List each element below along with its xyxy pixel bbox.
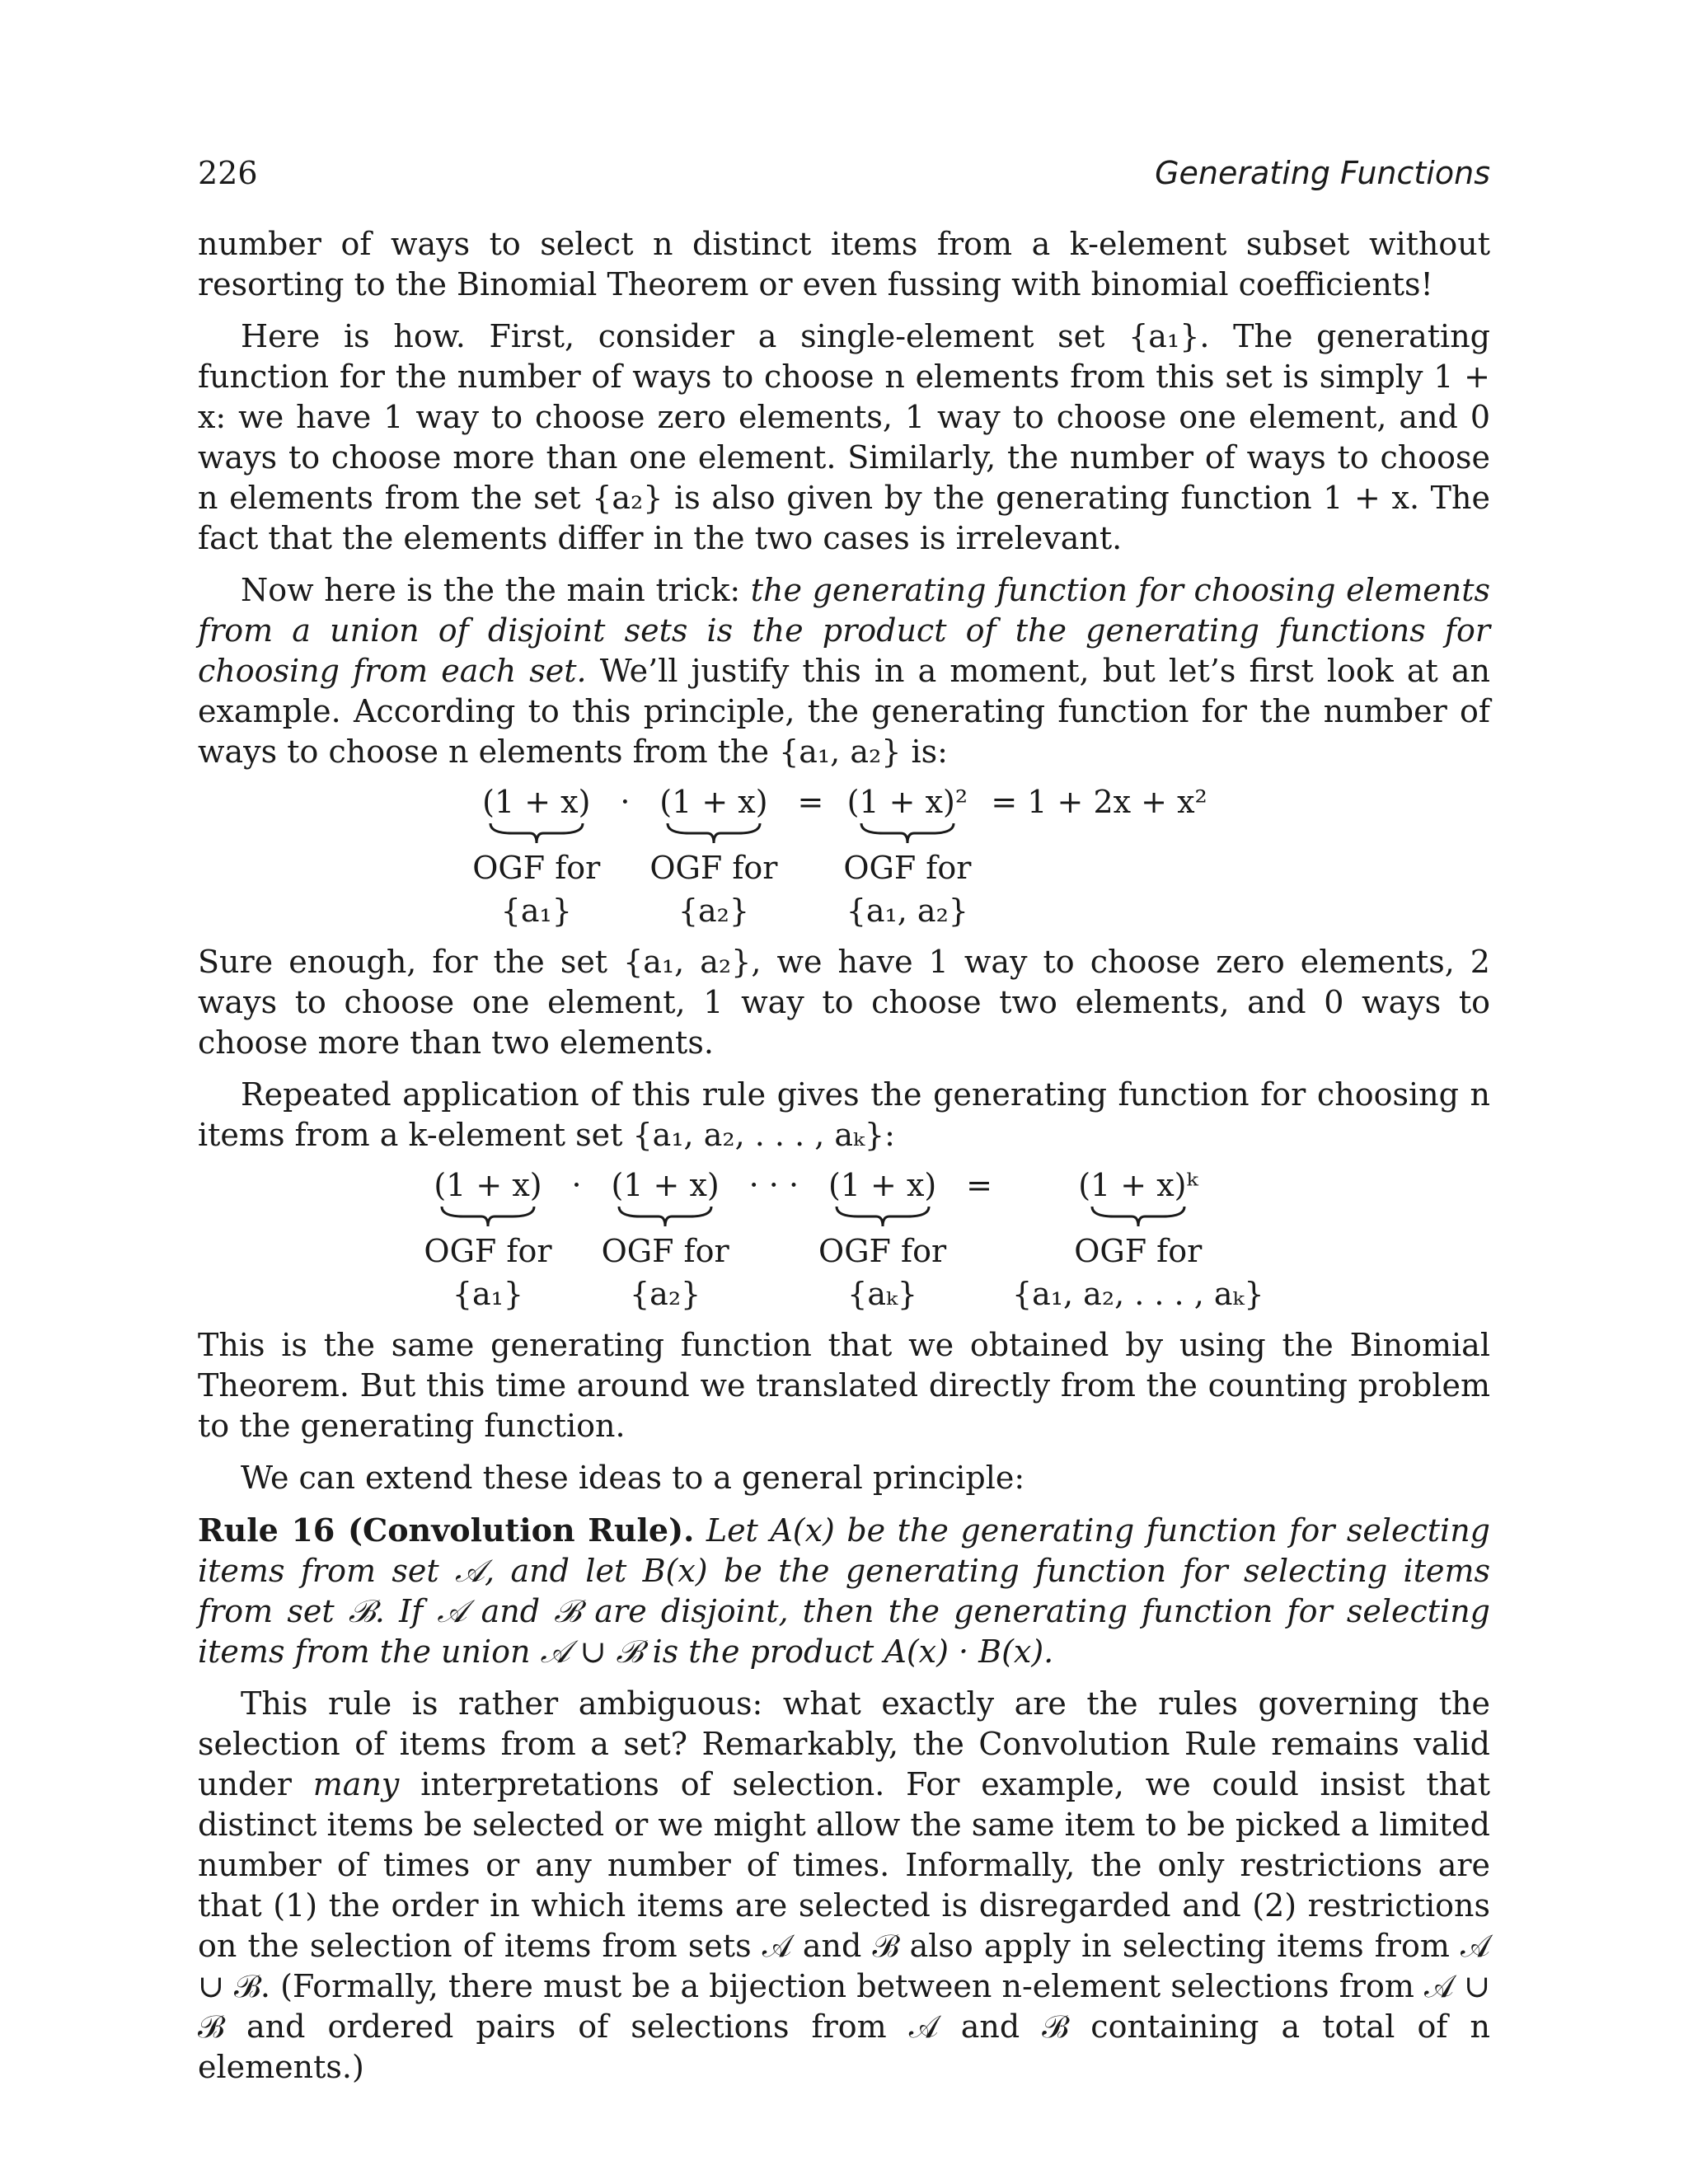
equation-two-sets — [198, 784, 1490, 930]
eq2-label-2: OGF for — [601, 1233, 729, 1269]
eq1-label-3: OGF for — [843, 850, 972, 886]
underbrace-icon — [438, 1205, 537, 1228]
eq2-term-4-expr: (1 + x)ᵏ — [1078, 1167, 1198, 1203]
paragraph-4: Sure enough, for the set {a₁, a₂}, we have 1 way to choose zero elements, 2 ways to choose one element, 1 way to choose two elements, and 0 ways to choose more than two elements. — [198, 944, 1490, 1061]
eq2-label-4: OGF for — [1074, 1233, 1203, 1269]
eq2-term-3 — [818, 1167, 946, 1314]
equation-k-sets — [198, 1167, 1490, 1314]
paragraph-7: We can extend these ideas to a general principle: — [241, 1460, 1025, 1496]
underbrace-icon — [664, 822, 763, 845]
eq2-term-4 — [1012, 1167, 1264, 1314]
paragraph-1: number of ways to select n distinct items from a k-element subset without resorting to the Binomial Theorem or even fussing with binomial coefficients! — [198, 226, 1490, 302]
paragraph-3-start: Now here is the the main trick: — [241, 572, 751, 608]
eq2-set-4: {a₁, a₂, . . . , aₖ} — [1011, 1276, 1264, 1312]
underbrace-icon — [858, 822, 957, 845]
eq1-tail: = 1 + 2x + x² — [991, 784, 1207, 820]
eq2-term-1 — [424, 1167, 551, 1314]
eq2-term-3-expr: (1 + x) — [828, 1167, 937, 1203]
paragraph-3-italic: the generating function for choosing elements from a union of disjoint sets is the product of the generating functions for choosing from each set. — [198, 572, 1490, 689]
eq1-term-1 — [472, 784, 600, 930]
eq1-term-3-expr: (1 + x)² — [846, 784, 968, 820]
running-header — [198, 155, 1490, 191]
eq2-set-1: {a₁} — [452, 1276, 524, 1312]
eq1-set-1: {a₁} — [500, 893, 572, 929]
rule-heading: Rule 16 (Convolution Rule). — [198, 1511, 695, 1549]
paragraph-3 — [198, 570, 1490, 772]
eq1-term-3 — [843, 784, 971, 930]
underbrace-icon — [833, 1205, 932, 1228]
eq2-label-3: OGF for — [818, 1233, 947, 1269]
underbrace-icon — [1089, 1205, 1188, 1228]
underbrace-icon — [616, 1205, 715, 1228]
page-number: 226 — [198, 155, 258, 191]
eq1-term-2-expr: (1 + x) — [659, 784, 768, 820]
eq2-op-1: · — [571, 1167, 582, 1203]
eq1-set-2: {a₂} — [678, 893, 750, 929]
eq2-term-2 — [602, 1167, 729, 1314]
paragraph-8-italic: many — [312, 1766, 400, 1802]
eq1-set-3: {a₁, a₂} — [846, 893, 968, 929]
rule-statement: Let A(x) be the generating function for selecting items from set 𝒜, and let B(x) be the generating function for selecting items from set ℬ. If 𝒜 and ℬ are disjoint, then the generating function for selecting items from the union 𝒜 ∪ ℬ is the product A(x) · B(x). — [198, 1512, 1490, 1670]
eq2-op-3: = — [966, 1167, 992, 1203]
convolution-rule — [198, 1510, 1490, 1672]
paragraph-3-end: We’ll justify this in a moment, but let’s first look at an example. According to this principle, the generating function for the number of ways to choose n elements from the {a₁, a₂} is: — [198, 653, 1490, 770]
paragraph-2: Here is how. First, consider a single-element set {a₁}. The generating function for the number of ways to choose n elements from this set is simply 1 + x: we have 1 way to choose zero elements, 1 way to choose one element, and 0 ways to choose more than one element. Similarly, the number of ways to choose n elements from the set {a₂} is also given by the generating function 1 + x. The fact that the elements differ in the two cases is irrelevant. — [198, 318, 1490, 556]
eq1-op-2: = — [797, 784, 824, 820]
eq2-op-2: · · · — [748, 1167, 799, 1203]
eq2-term-2-expr: (1 + x) — [611, 1167, 720, 1203]
chapter-title: Generating Functions — [1155, 155, 1490, 191]
eq2-set-2: {a₂} — [629, 1276, 701, 1312]
eq2-set-3: {aₖ} — [847, 1276, 918, 1312]
paragraph-6: This is the same generating function that we obtained by using the Binomial Theorem. But this time around we translated directly from the counting problem to the generating function. — [198, 1327, 1490, 1444]
eq1-label-2: OGF for — [649, 850, 778, 886]
paragraph-8-start: This rule is rather ambiguous: what exactly are the rules governing the selection of items from a set? Remarkably, the Convolution Rule remains valid under — [198, 1685, 1490, 1802]
eq1-op-1: · — [620, 784, 631, 820]
eq1-term-2 — [649, 784, 777, 930]
paragraph-8 — [198, 1684, 1490, 2088]
eq1-label-1: OGF for — [472, 850, 601, 886]
eq2-term-1-expr: (1 + x) — [434, 1167, 542, 1203]
paragraph-8-end: interpretations of selection. For example, we could insist that distinct items be selected or we might allow the same item to be picked a limited number of times or any number of times. Informally, the only restrictions are that (1) the order in which items are selected is disregarded and (2) restrictions on the selection of items from sets 𝒜 and ℬ also apply in selecting items from 𝒜 ∪ ℬ. (Formally, there must be a bijection between n-element selections from 𝒜 ∪ ℬ and ordered pairs of selections from 𝒜 and ℬ containing a total of n elements.) — [198, 1766, 1490, 2085]
body-text — [198, 224, 1490, 2099]
eq2-label-1: OGF for — [424, 1233, 552, 1269]
underbrace-icon — [487, 822, 586, 845]
eq1-term-1-expr: (1 + x) — [482, 784, 591, 820]
paragraph-5: Repeated application of this rule gives the generating function for choosing n items from a k-element set {a₁, a₂, . . . , aₖ}: — [198, 1076, 1490, 1153]
